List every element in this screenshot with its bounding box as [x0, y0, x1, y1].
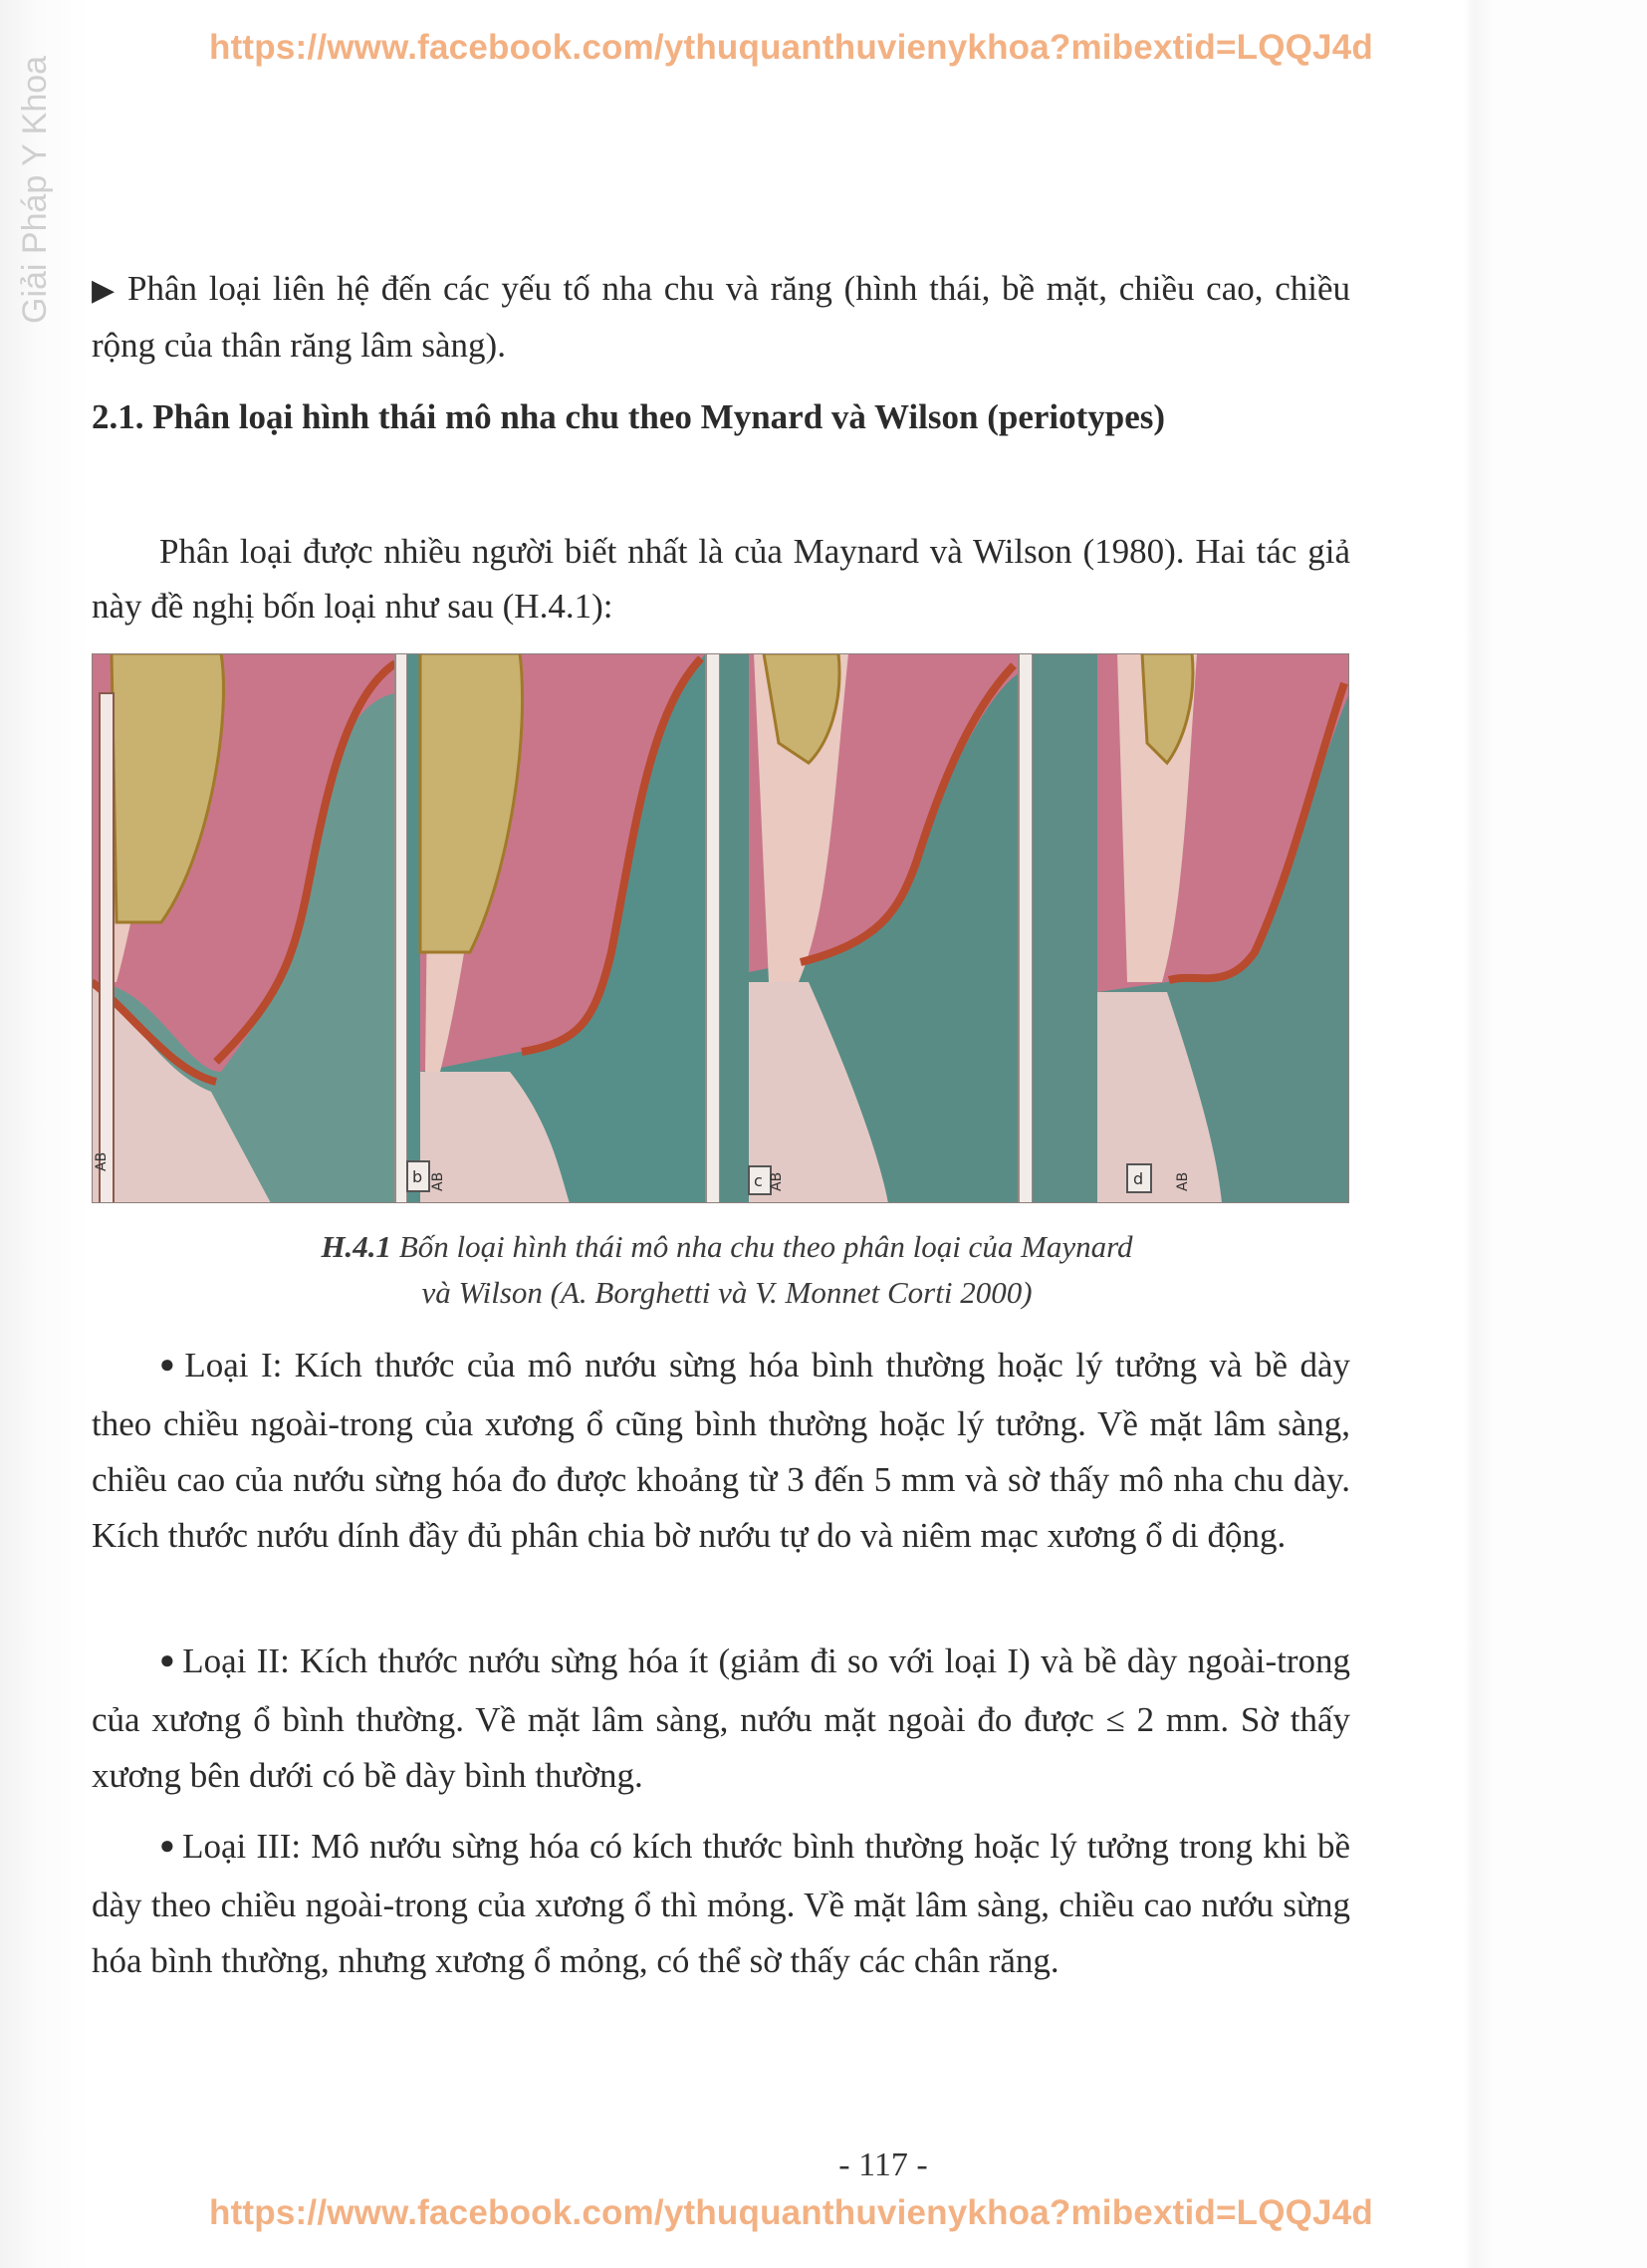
periotype-illustration [92, 653, 1349, 1203]
intro-paragraph: Phân loại được nhiều người biết nhất là của Maynard và Wilson (1980). Hai tác giả này đề nghị bốn loại như sau (H.4.1): [92, 532, 1350, 626]
page-number-text: - 117 - [838, 2146, 928, 2183]
caption-line-2: và Wilson (A. Borghetti và V. Monnet Corti 2000) [421, 1275, 1033, 1310]
bullet-dot-icon: ● [159, 1350, 179, 1379]
caption-line-1 [229, 1224, 1225, 1270]
bullet-type-2-text: Loại II: Kích thước nướu sừng hóa ít (giảm đi so với loại I) và bề dày ngoài-trong của xương ổ bình thường. Về mặt lâm sàng, nướu mặt ngoài đo được ≤ 2 mm. Sờ thấy xương bên dưới có bề dày bình thường. [92, 1641, 1350, 1795]
periotype-figure [92, 653, 1349, 1203]
panel-c [720, 653, 1019, 1203]
watermark-url-top[interactable]: https://www.facebook.com/ythuquanthuvienykhoa?mibextid=LQQJ4d [209, 28, 1373, 67]
bullet-dot-icon: ● [159, 1831, 177, 1860]
panel-b [407, 653, 706, 1203]
panel-c-ab-label: AB [769, 1171, 785, 1191]
panel-b-ab-label: AB [430, 1171, 446, 1191]
panel-d-letter: d [1133, 1169, 1144, 1188]
intro-bullet-paragraph [92, 261, 1350, 373]
bullet-type-2 [92, 1634, 1350, 1804]
caption-line-1-text: Bốn loại hình thái mô nha chu theo phân loại của Maynard [398, 1229, 1133, 1264]
panel-c-letter: c [754, 1171, 763, 1190]
panel-b-letter: b [412, 1167, 423, 1186]
bullet-dot-icon: ● [159, 1645, 177, 1674]
panel-d [1033, 653, 1349, 1203]
bullet-type-3-text: Loại III: Mô nướu sừng hóa có kích thước bình thường hoặc lý tưởng trong khi bề dày theo chiều ngoài-trong của xương ổ thì mỏng. Về mặt lâm sàng, chiều cao nướu sừng hóa bình thường, nhưng xương ổ mỏng, có thể sờ thấy các chân răng. [92, 1827, 1350, 1980]
intro-bullet-text: Phân loại liên hệ đến các yếu tố nha chu và răng (hình thái, bề mặt, chiều cao, chiều rộng của thân răng lâm sàng). [92, 269, 1350, 365]
watermark-side-text: Giải Pháp Y Khoa [16, 55, 54, 324]
page-number [0, 2146, 1647, 2184]
bullet-type-3 [92, 1819, 1350, 1989]
panel-d-ab-label: AB [1175, 1171, 1191, 1191]
watermark-url-bottom[interactable]: https://www.facebook.com/ythuquanthuvienykhoa?mibextid=LQQJ4d [209, 2193, 1373, 2232]
caption-number: H.4.1 [321, 1229, 392, 1264]
bullet-type-1 [92, 1338, 1350, 1564]
section-heading: 2.1. Phân loại hình thái mô nha chu theo Mynard và Wilson (periotypes) [92, 397, 1166, 436]
triangle-bullet-icon: ▶ [92, 274, 118, 307]
panel-a [92, 653, 395, 1203]
panel-a-ab-label: AB [94, 1151, 110, 1171]
figure-caption [229, 1224, 1225, 1316]
bullet-type-1-text: Loại I: Kích thước của mô nướu sừng hóa bình thường hoặc lý tưởng và bề dày theo chiều ngoài-trong của xương ổ cũng bình thường hoặc lý tưởng. Về mặt lâm sàng, chiều cao của nướu sừng hóa đo được khoảng từ 3 đến 5 mm và sờ thấy mô nha chu dày. Kích thước nướu dính đầy đủ phân chia bờ nướu tự do và niêm mạc xương ổ di động. [92, 1346, 1350, 1555]
